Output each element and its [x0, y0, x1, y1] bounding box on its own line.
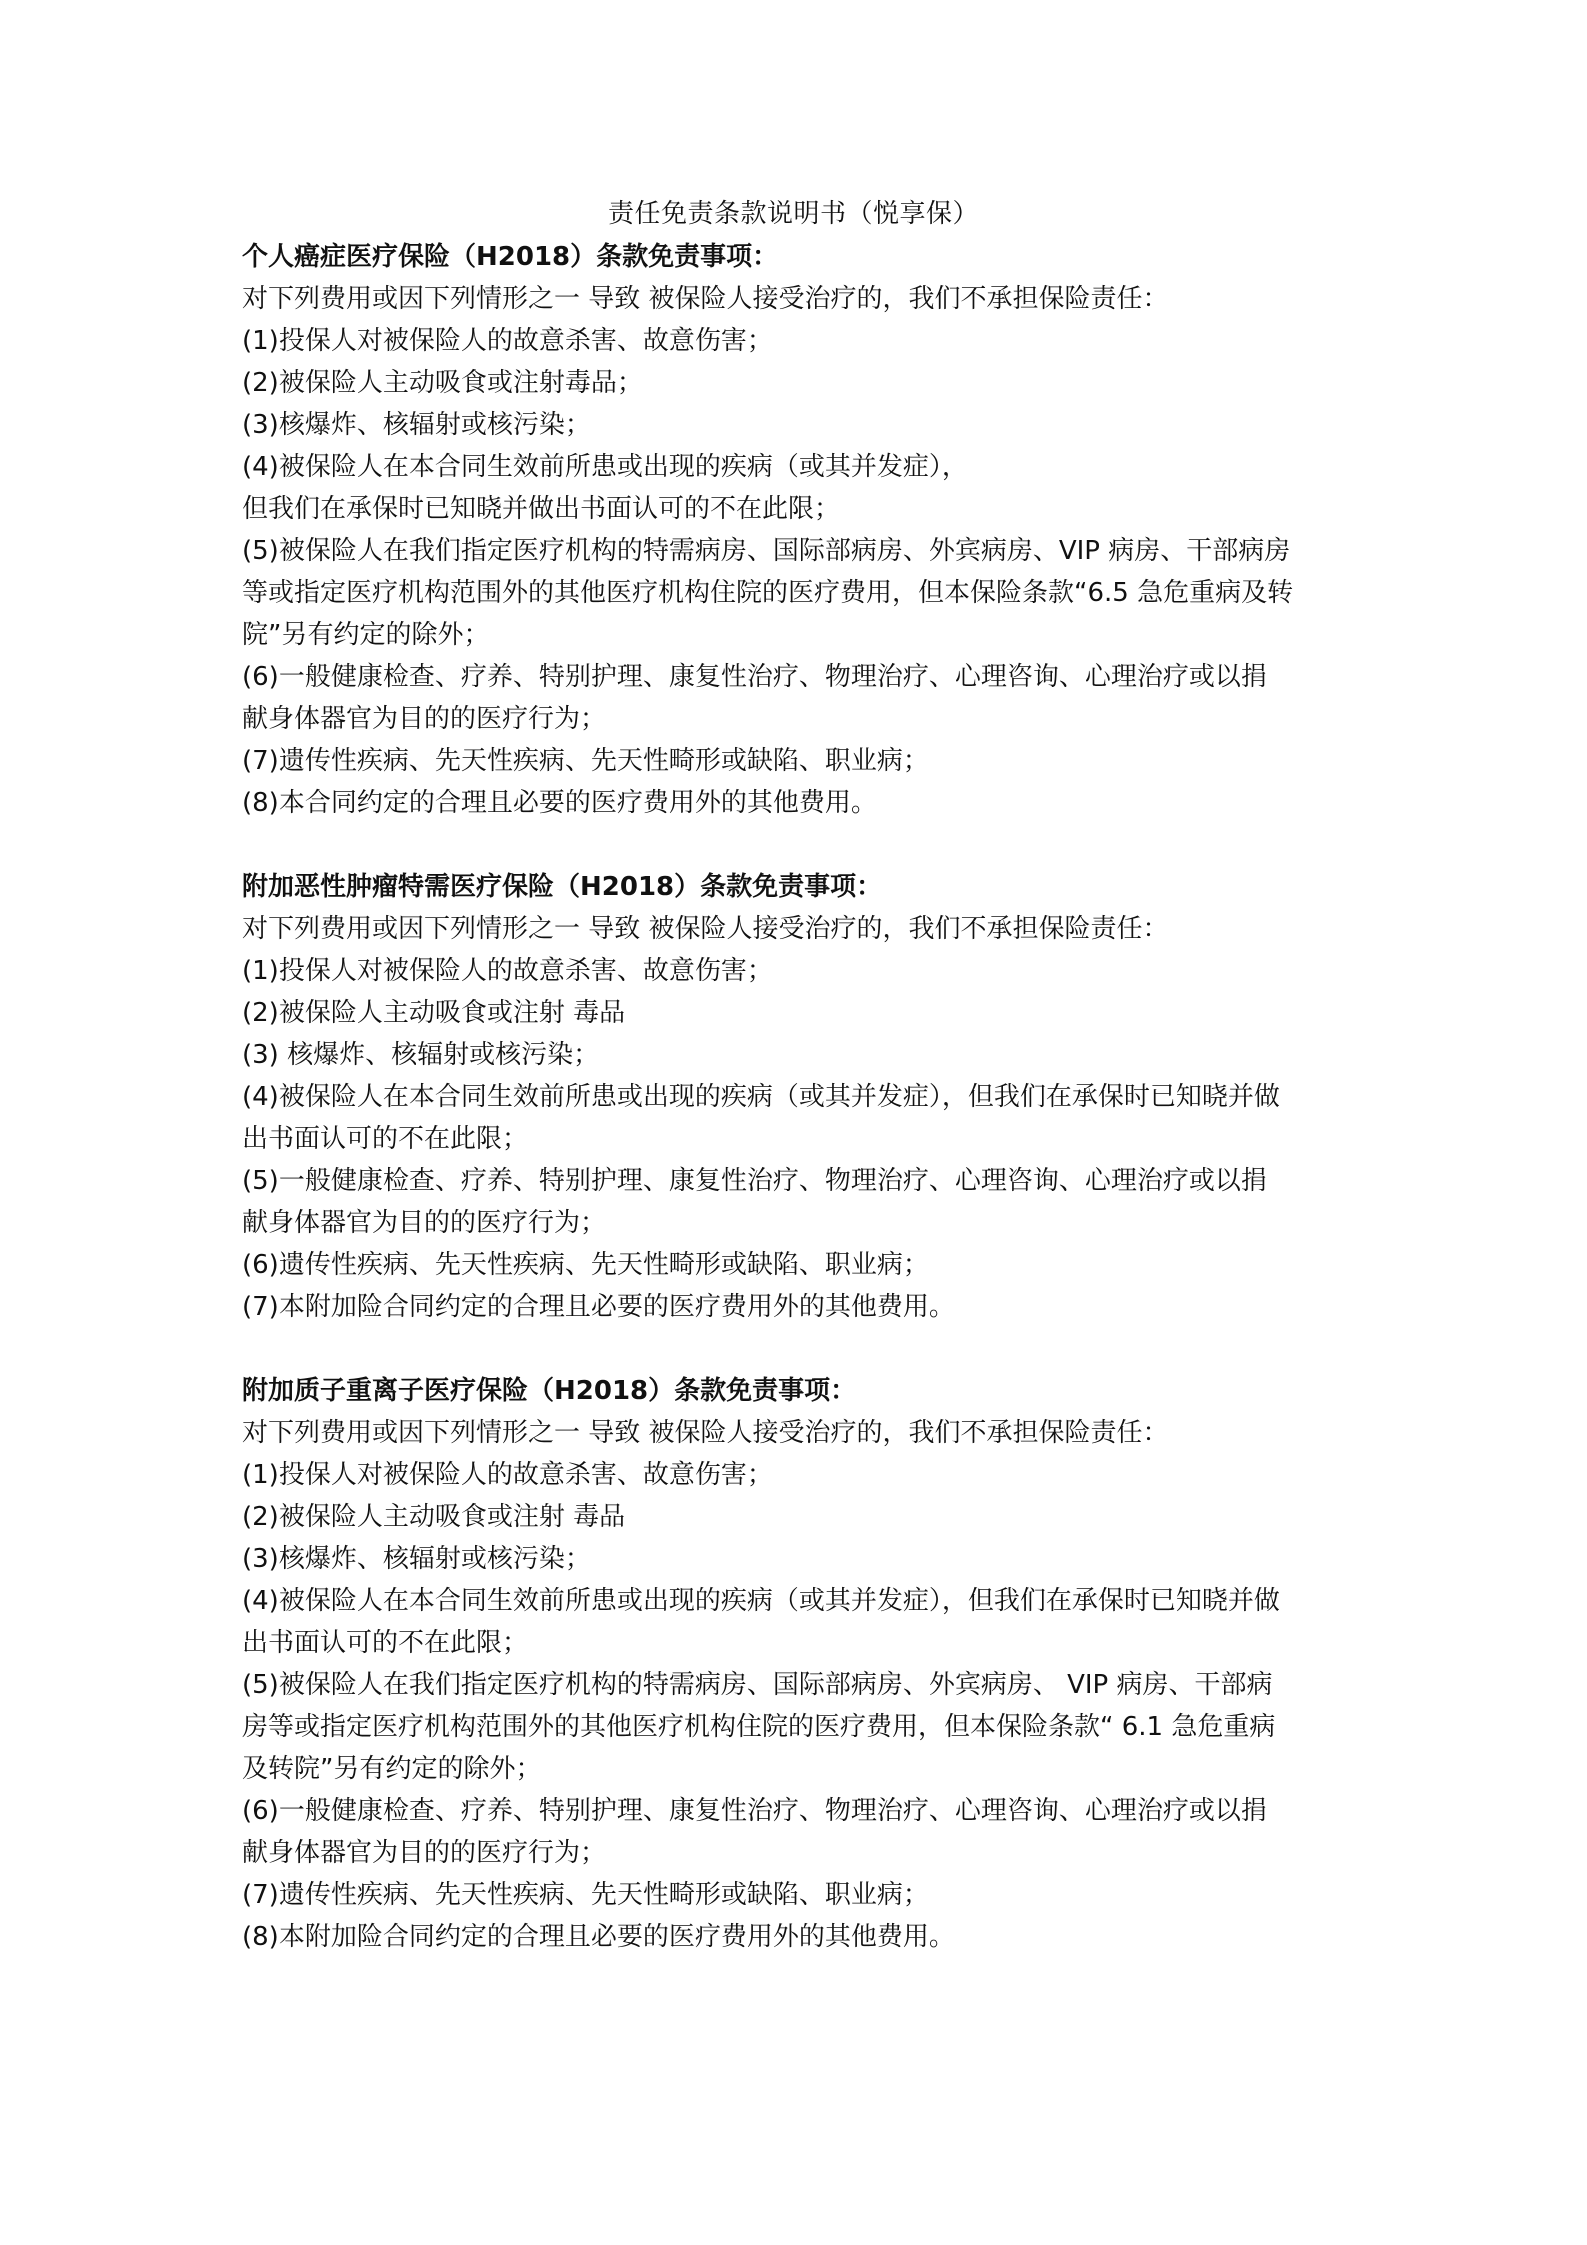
paragraph-line: (6)遗传性疾病、先天性疾病、先天性畸形或缺陷、职业病； — [242, 1250, 929, 1280]
paragraph-line: (7)遗传性疾病、先天性疾病、先天性畸形或缺陷、职业病； — [242, 746, 929, 776]
paragraph-line: (5)被保险人在我们指定医疗机构的特需病房、国际部病房、外宾病房、 VIP 病房、干部病 — [242, 1670, 1273, 1700]
paragraph-line: (2)被保险人主动吸食或注射 毒品 — [242, 1502, 626, 1532]
section-heading: 附加质子重离子医疗保险（H2018）条款免责事项： — [242, 1376, 857, 1406]
section-heading: 附加恶性肿瘤特需医疗保险（H2018）条款免责事项： — [242, 872, 883, 902]
section-cancer-medical — [242, 236, 1362, 824]
paragraph-line: 献身体器官为目的的医疗行为； — [242, 1838, 607, 1868]
paragraph-line: (7)遗传性疾病、先天性疾病、先天性畸形或缺陷、职业病； — [242, 1880, 929, 1910]
paragraph-line: (6)一般健康检查、疗养、特别护理、康复性治疗、物理治疗、心理咨询、心理治疗或以捐 — [242, 1796, 1267, 1826]
paragraph-line: (2)被保险人主动吸食或注射 毒品 — [242, 998, 626, 1028]
paragraph-line: 房等或指定医疗机构范围外的其他医疗机构住院的医疗费用，但本保险条款“ 6.1 急危重病 — [242, 1712, 1276, 1742]
paragraph-line: 但我们在承保时已知晓并做出书面认可的不在此限； — [242, 494, 841, 524]
paragraph-line: (4)被保险人在本合同生效前所患或出现的疾病（或其并发症）， — [242, 452, 968, 482]
section-malignant-tumor-special — [242, 866, 1362, 1328]
paragraph-line: (6)一般健康检查、疗养、特别护理、康复性治疗、物理治疗、心理咨询、心理治疗或以捐 — [242, 662, 1267, 692]
paragraph-line: (8)本附加险合同约定的合理且必要的医疗费用外的其他费用。 — [242, 1922, 955, 1952]
paragraph-line: (2)被保险人主动吸食或注射毒品； — [242, 368, 643, 398]
paragraph-line: (1)投保人对被保险人的故意杀害、故意伤害； — [242, 326, 773, 356]
paragraph-line: (3)核爆炸、核辐射或核污染； — [242, 410, 591, 440]
paragraph-line: 及转院”另有约定的除外； — [242, 1754, 542, 1784]
paragraph-line: 对下列费用或因下列情形之一 导致 被保险人接受治疗的，我们不承担保险责任： — [242, 1418, 1169, 1448]
paragraph-line: (4)被保险人在本合同生效前所患或出现的疾病（或其并发症），但我们在承保时已知晓并做 — [242, 1082, 1280, 1112]
paragraph-line: 出书面认可的不在此限； — [242, 1628, 529, 1658]
paragraph-line: 对下列费用或因下列情形之一 导致 被保险人接受治疗的，我们不承担保险责任： — [242, 914, 1169, 944]
paragraph-line: (5)一般健康检查、疗养、特别护理、康复性治疗、物理治疗、心理咨询、心理治疗或以捐 — [242, 1166, 1267, 1196]
document-body — [242, 236, 1362, 1958]
paragraph-line: (3)核爆炸、核辐射或核污染； — [242, 1544, 591, 1574]
paragraph-line: (5)被保险人在我们指定医疗机构的特需病房、国际部病房、外宾病房、VIP 病房、干部病房 — [242, 536, 1291, 566]
paragraph-line: 献身体器官为目的的医疗行为； — [242, 704, 607, 734]
section-proton-heavy-ion — [242, 1370, 1362, 1958]
paragraph-line: 院”另有约定的除外； — [242, 620, 490, 650]
paragraph-line: 献身体器官为目的的医疗行为； — [242, 1208, 607, 1238]
paragraph-line: (8)本合同约定的合理且必要的医疗费用外的其他费用。 — [242, 788, 877, 818]
paragraph-line: (3) 核爆炸、核辐射或核污染； — [242, 1040, 600, 1070]
paragraph-line: 对下列费用或因下列情形之一 导致 被保险人接受治疗的，我们不承担保险责任： — [242, 284, 1169, 314]
paragraph-line: (4)被保险人在本合同生效前所患或出现的疾病（或其并发症），但我们在承保时已知晓并做 — [242, 1586, 1280, 1616]
paragraph-line: 等或指定医疗机构范围外的其他医疗机构住院的医疗费用，但本保险条款“6.5 急危重病及转 — [242, 578, 1294, 608]
section-heading: 个人癌症医疗保险（H2018）条款免责事项： — [242, 242, 779, 272]
paragraph-line: 出书面认可的不在此限； — [242, 1124, 529, 1154]
paragraph-line: (1)投保人对被保险人的故意杀害、故意伤害； — [242, 956, 773, 986]
paragraph-line: (7)本附加险合同约定的合理且必要的医疗费用外的其他费用。 — [242, 1292, 955, 1322]
document-title: 责任免责条款说明书（悦享保） — [607, 199, 979, 229]
paragraph-line: (1)投保人对被保险人的故意杀害、故意伤害； — [242, 1460, 773, 1490]
